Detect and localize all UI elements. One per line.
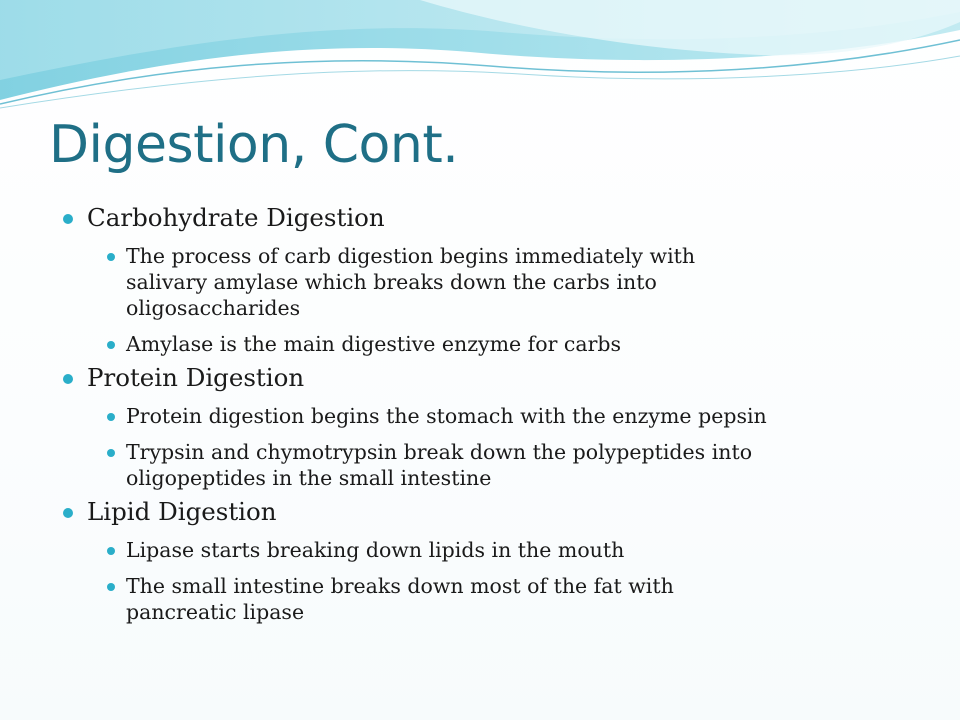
bullet-item (126, 403, 926, 429)
section-heading (87, 362, 960, 393)
bullet-text-line: The small intestine breaks down most of the fat with (126, 574, 674, 598)
bullet-item (126, 331, 926, 357)
circle-bullet-icon (107, 413, 115, 421)
bullet-text-line: oligosaccharides (126, 296, 301, 320)
bullet-text-line: pancreatic lipase (126, 600, 305, 624)
bullet-text-line: Lipase starts breaking down lipids in the mouth (126, 538, 625, 562)
circle-bullet-icon (63, 374, 73, 384)
section-heading-text: Lipid Digestion (87, 497, 277, 526)
circle-bullet-icon (107, 341, 115, 349)
slide-content (0, 202, 960, 625)
bullet-text-line: Amylase is the main digestive enzyme for carbs (126, 332, 622, 356)
bullet-item (126, 439, 926, 491)
bullet-text-line: The process of carb digestion begins immediately with (126, 244, 696, 268)
circle-bullet-icon (63, 214, 73, 224)
section-heading (87, 202, 960, 233)
section-heading-text: Carbohydrate Digestion (87, 203, 385, 232)
circle-bullet-icon (107, 583, 115, 591)
circle-bullet-icon (63, 508, 73, 518)
bullet-item (126, 573, 926, 625)
circle-bullet-icon (107, 449, 115, 457)
header-wave-decoration (0, 0, 960, 110)
bullet-text-line: Trypsin and chymotrypsin break down the polypeptides into (126, 440, 753, 464)
circle-bullet-icon (107, 547, 115, 555)
bullet-text-line: salivary amylase which breaks down the carbs into (126, 270, 657, 294)
section-heading-text: Protein Digestion (87, 363, 305, 392)
circle-bullet-icon (107, 253, 115, 261)
bullet-item (126, 243, 926, 321)
slide-title: Digestion, Cont. (49, 115, 459, 175)
bullet-text-line: oligopeptides in the small intestine (126, 466, 492, 490)
bullet-text-line: Protein digestion begins the stomach with the enzyme pepsin (126, 404, 767, 428)
bullet-item (126, 537, 926, 563)
section-heading (87, 496, 960, 527)
